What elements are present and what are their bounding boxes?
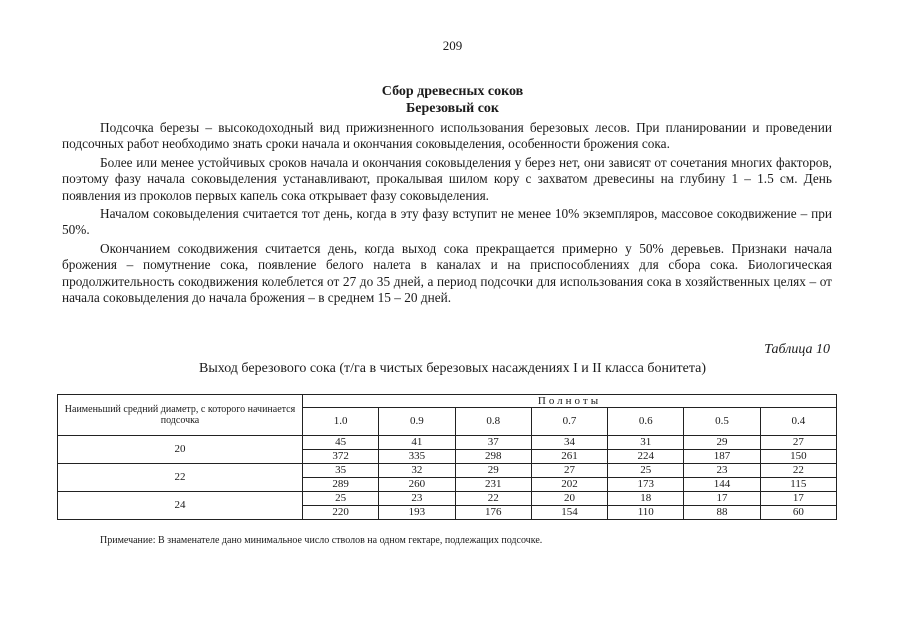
- table-row: [58, 492, 837, 506]
- stem-count-cell: 187: [684, 450, 760, 464]
- yield-cell: 25: [303, 492, 379, 506]
- yield-cell: 25: [608, 464, 684, 478]
- diameter-cell: 24: [58, 492, 303, 520]
- stem-count-cell: 173: [608, 478, 684, 492]
- table-number: Таблица 10: [764, 342, 830, 357]
- stem-count-cell: 372: [303, 450, 379, 464]
- stem-count-cell: 176: [455, 506, 531, 520]
- paragraph: Подсочка березы – высокодоходный вид прижизненного использования березовых лесов. При планировании и проведении подсочных работ необходимо знать сроки начала и окончания соковыделения, особенности брожения сока.: [62, 120, 832, 152]
- stem-count-cell: 88: [684, 506, 760, 520]
- yield-cell: 23: [684, 464, 760, 478]
- section-heading: Сбор древесных соков: [381, 84, 524, 99]
- table-title: Выход березового сока (т/га в чистых березовых насаждениях I и II класса бонитета): [199, 361, 706, 376]
- stem-count-cell: 260: [379, 478, 455, 492]
- yield-cell: 29: [684, 436, 760, 450]
- body-text: [62, 120, 832, 308]
- section-subheading: Березовый сок: [405, 101, 499, 116]
- stem-count-cell: 289: [303, 478, 379, 492]
- stem-count-cell: 335: [379, 450, 455, 464]
- yield-cell: 27: [531, 464, 607, 478]
- density-header: 0.7: [531, 408, 607, 436]
- stem-count-cell: 150: [760, 450, 836, 464]
- stem-count-cell: 220: [303, 506, 379, 520]
- density-header: 0.5: [684, 408, 760, 436]
- stem-count-cell: 110: [608, 506, 684, 520]
- page-number: 209: [442, 38, 463, 53]
- yield-cell: 18: [608, 492, 684, 506]
- stem-count-cell: 154: [531, 506, 607, 520]
- yield-cell: 37: [455, 436, 531, 450]
- paragraph: Окончанием сокодвижения считается день, когда выход сока прекращается примерно у 50% деревьев. Признаки начала брожения – помутнение сока, появление белого налета в каналах и на приспособлениях для сбора сока. Биологическая продолжительность сокодвижения колеблется от 27 до 35 дней, а период подсочки для использования сока в хозяйственных целях – от начала соковыделения до начала брожения – в среднем 15 – 20 дней.: [62, 240, 832, 306]
- yield-cell: 23: [379, 492, 455, 506]
- yield-cell: 29: [455, 464, 531, 478]
- yield-cell: 22: [760, 464, 836, 478]
- density-header: 0.8: [455, 408, 531, 436]
- yield-cell: 27: [760, 436, 836, 450]
- diameter-cell: 22: [58, 464, 303, 492]
- stem-count-cell: 231: [455, 478, 531, 492]
- density-header: 0.9: [379, 408, 455, 436]
- stem-count-cell: 144: [684, 478, 760, 492]
- yield-cell: 17: [760, 492, 836, 506]
- table-header-row: [58, 395, 837, 408]
- sap-yield-table: [57, 394, 837, 520]
- stem-count-cell: 202: [531, 478, 607, 492]
- stem-count-cell: 60: [760, 506, 836, 520]
- paragraph: Более или менее устойчивых сроков начала и окончания соковыделения у берез нет, они зависят от сочетания многих факторов, поэтому фазу начала соковыделения устанавливают, прокалывая шилом кору с захватом древесины на глубину 1 – 1.5 см. День появления из проколов первых капель сока открывает фазу соковыделения.: [62, 154, 832, 203]
- yield-cell: 20: [531, 492, 607, 506]
- density-header: 0.6: [608, 408, 684, 436]
- yield-cell: 22: [455, 492, 531, 506]
- density-header: 1.0: [303, 408, 379, 436]
- stem-count-cell: 224: [608, 450, 684, 464]
- yield-cell: 32: [379, 464, 455, 478]
- density-group-header: Полноты: [303, 395, 837, 408]
- table-row: [58, 436, 837, 450]
- yield-cell: 35: [303, 464, 379, 478]
- yield-cell: 41: [379, 436, 455, 450]
- diameter-column-header: Наименьший средний диаметр, с которого начинается подсочка: [58, 395, 303, 436]
- density-header: 0.4: [760, 408, 836, 436]
- diameter-cell: 20: [58, 436, 303, 464]
- yield-cell: 45: [303, 436, 379, 450]
- yield-cell: 31: [608, 436, 684, 450]
- paragraph: Началом соковыделения считается тот день, когда в эту фазу вступит не менее 10% экземпляров, массовое сокодвижение – при 50%.: [62, 206, 832, 238]
- stem-count-cell: 298: [455, 450, 531, 464]
- stem-count-cell: 261: [531, 450, 607, 464]
- yield-cell: 34: [531, 436, 607, 450]
- yield-cell: 17: [684, 492, 760, 506]
- stem-count-cell: 115: [760, 478, 836, 492]
- table-row: [58, 464, 837, 478]
- table-note: Примечание: В знаменателе дано минимальное число стволов на одном гектаре, подлежащих подсочке.: [100, 535, 543, 546]
- stem-count-cell: 193: [379, 506, 455, 520]
